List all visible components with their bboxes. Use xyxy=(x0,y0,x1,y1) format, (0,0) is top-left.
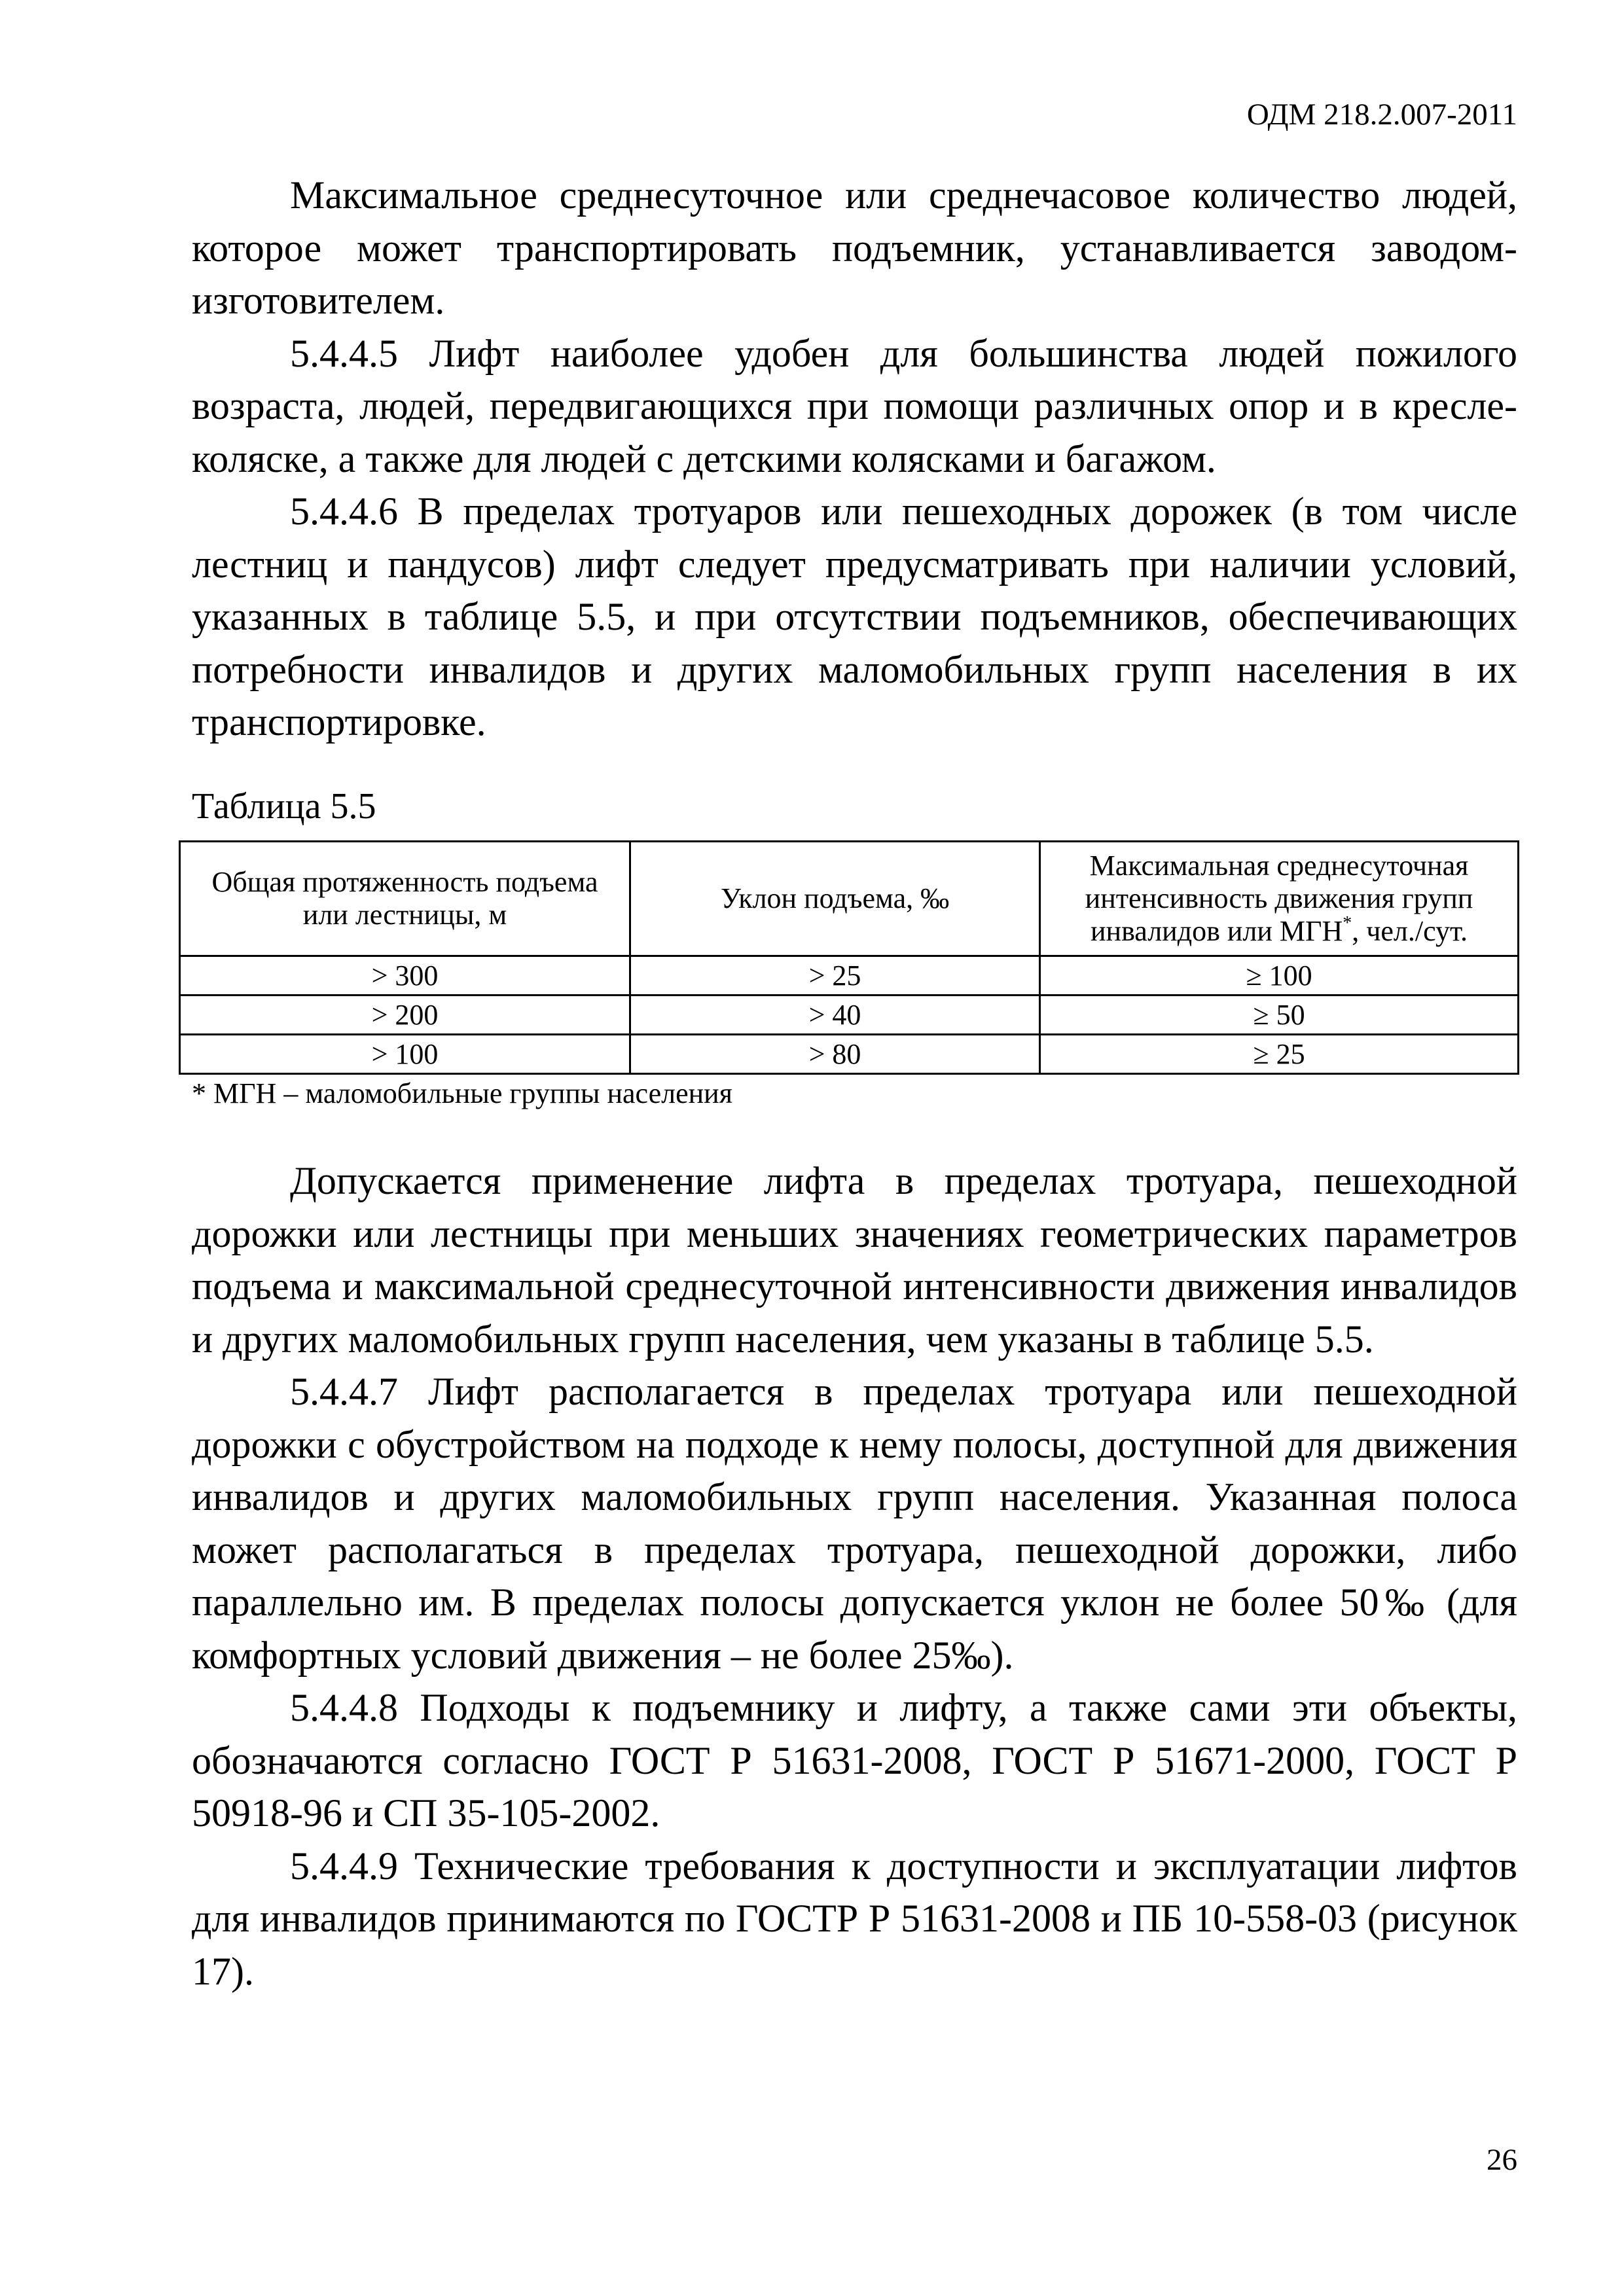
cell-intensity: ≥ 100 xyxy=(1040,956,1519,996)
table-row xyxy=(180,1035,1519,1074)
text-block-top xyxy=(192,169,1517,749)
cell-length: > 100 xyxy=(180,1035,630,1074)
table-row xyxy=(180,996,1519,1035)
paragraph-5-4-4-8: 5.4.4.8 Подходы к подъемнику и лифту, а также сами эти объекты, обозначаются согласно ГОСТ Р 51631-2008, ГОСТ Р 51671-2000, ГОСТ Р 50918-96 и СП 35-105-2002. xyxy=(192,1686,1517,1835)
header-length: Общая протяженность подъема или лестницы, м xyxy=(180,842,630,956)
paragraph-lift-capacity: Максимальное среднесуточное или среднечасовое количество людей, которое может транспортировать подъемник, устанавливается заводом-изготовителем. xyxy=(192,173,1517,322)
cell-slope: > 80 xyxy=(630,1035,1040,1074)
paragraph-5-4-4-5: 5.4.4.5 Лифт наиболее удобен для большинства людей пожилого возраста, людей, передвигающихся при помощи различных опор и в кресле-коляске, а также для людей с детскими колясками и багажом. xyxy=(192,331,1517,480)
table-row xyxy=(180,956,1519,996)
table-caption: Таблица 5.5 xyxy=(192,786,376,827)
paragraph-5-4-4-9: 5.4.4.9 Технические требования к доступности и эксплуатации лифтов для инвалидов принимаются по ГОСТР Р 51631-2008 и ПБ 10-558-03 (рисунок 17). xyxy=(192,1844,1517,1993)
header-intensity xyxy=(1040,842,1519,956)
document-code-header: ОДМ 218.2.007-2011 xyxy=(1246,98,1517,132)
cell-slope: > 40 xyxy=(630,996,1040,1035)
table-footnote: * МГН – маломобильные группы населения xyxy=(192,1077,732,1109)
header-intensity-text: Максимальная среднесуточная интенсивность движения групп инвалидов или МГН xyxy=(1085,850,1473,947)
cell-length: > 300 xyxy=(180,956,630,996)
header-slope: Уклон подъема, ‰ xyxy=(630,842,1040,956)
table-5-5 xyxy=(179,840,1519,1075)
cell-length: > 200 xyxy=(180,996,630,1035)
cell-intensity: ≥ 50 xyxy=(1040,996,1519,1035)
footnote-mark: * xyxy=(1343,913,1352,933)
paragraph-lift-allowance: Допускается применение лифта в пределах тротуара, пешеходной дорожки или лестницы при меньших значениях геометрических параметров подъема и максимальной среднесуточной интенсивности движения инвалидов и других маломобильных групп населения, чем указаны в таблице 5.5. xyxy=(192,1159,1517,1361)
paragraph-5-4-4-7: 5.4.4.7 Лифт располагается в пределах тротуара или пешеходной дорожки с обустройством на подходе к нему полосы, доступной для движения инвалидов и других маломобильных групп населения. Указанная полоса может располагаться в пределах тротуара, пешеходной дорожки, либо параллельно им. В пределах полосы допускается уклон не более 50‰ (для комфортных условий движения – не более 25‰). xyxy=(192,1370,1517,1677)
cell-intensity: ≥ 25 xyxy=(1040,1035,1519,1074)
header-intensity-unit: , чел./сут. xyxy=(1352,915,1468,947)
table-header-row xyxy=(180,842,1519,956)
cell-slope: > 25 xyxy=(630,956,1040,996)
page-number: 26 xyxy=(1487,2143,1517,2177)
paragraph-5-4-4-6: 5.4.4.6 В пределах тротуаров или пешеходных дорожек (в том числе лестниц и пандусов) лифт следует предусматривать при наличии условий, указанных в таблице 5.5, и при отсутствии подъемников, обеспечивающих потребности инвалидов и других маломобильных групп населения в их транспортировке. xyxy=(192,490,1517,744)
text-block-bottom xyxy=(192,1155,1517,1998)
